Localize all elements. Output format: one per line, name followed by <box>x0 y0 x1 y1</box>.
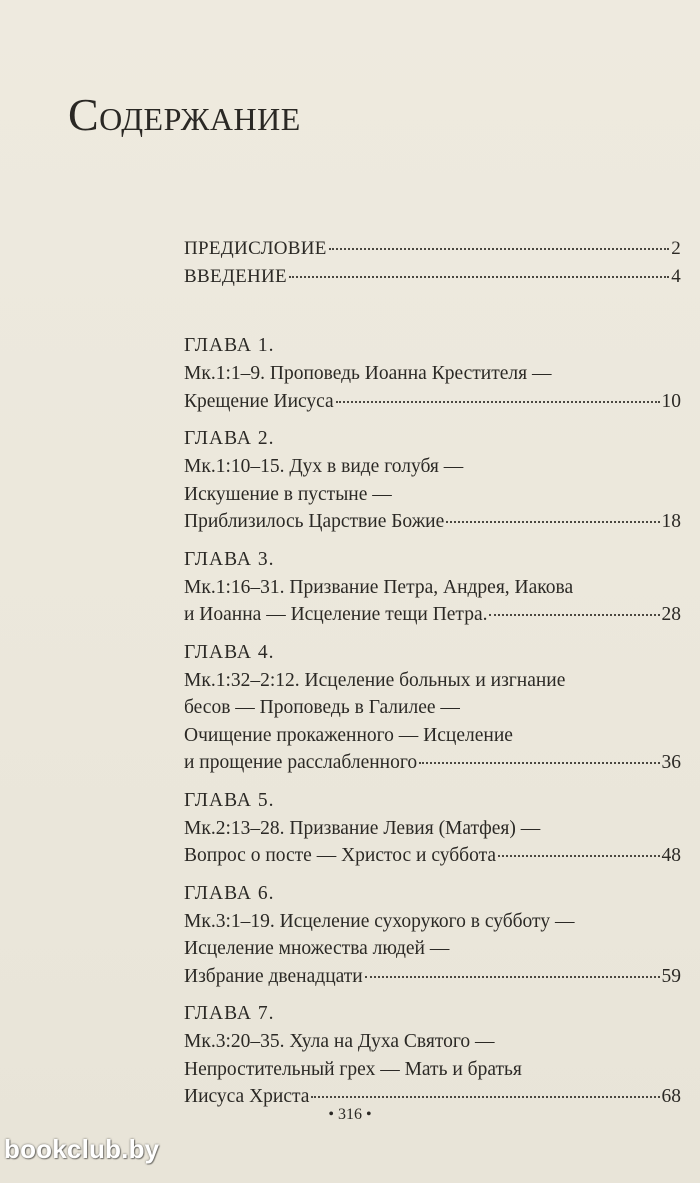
chapter-last-line <box>184 601 681 629</box>
dot-leader <box>498 855 660 857</box>
chapter-page: 36 <box>661 752 681 773</box>
chapter-line <box>184 908 681 936</box>
chapter-line <box>184 815 681 843</box>
chapter-line-text: Мк.1:1–9. Проповедь Иоанна Крестителя — <box>184 363 552 384</box>
chapter-label: ГЛАВА 1. <box>184 335 275 356</box>
chapter-6 <box>184 880 681 991</box>
dot-leader <box>336 401 660 403</box>
chapter-line <box>184 722 681 750</box>
chapter-4 <box>184 639 681 777</box>
dot-leader <box>289 276 669 278</box>
toc-entry-title: ВВЕДЕНИЕ <box>184 265 287 287</box>
chapter-line-text: и прощение расслабленного <box>184 752 418 773</box>
chapter-line <box>184 1028 681 1056</box>
chapter-label: ГЛАВА 3. <box>184 548 275 570</box>
chapter-page: 10 <box>661 390 681 412</box>
dot-leader <box>365 976 660 978</box>
chapter-line <box>184 667 681 695</box>
chapter-line <box>184 360 681 388</box>
chapter-page: 18 <box>661 511 681 532</box>
chapter-line <box>184 1056 681 1084</box>
page-number: • 316 • <box>328 1106 372 1123</box>
chapter-label: ГЛАВА 2. <box>184 428 275 449</box>
chapter-last-line <box>184 963 681 991</box>
toc-entry-title: ПРЕДИСЛОВИЕ <box>184 238 327 259</box>
chapter-line-text: Мк.3:20–35. Хула на Духа Святого — <box>184 1031 495 1052</box>
dot-leader <box>419 762 659 764</box>
chapter-line-text: Иисуса Христа <box>184 1086 310 1107</box>
chapter-label: ГЛАВА 6. <box>184 882 275 904</box>
chapter-page: 48 <box>661 845 681 866</box>
chapter-line-text: Очищение прокаженного — Исцеление <box>184 724 513 746</box>
toc-entry-foreword <box>184 235 681 263</box>
toc-entry-introduction <box>184 263 681 291</box>
chapter-line-text: и Иоанна — Исцеление тещи Петра. <box>184 604 488 625</box>
chapter-line-text: бесов — Проповедь в Галилее — <box>184 697 460 718</box>
chapter-line-text: Мк.2:13–28. Призвание Левия (Матфея) — <box>184 817 541 839</box>
chapter-5 <box>184 787 681 870</box>
chapter-line-text: Мк.1:10–15. Дух в виде голубя — <box>184 456 464 477</box>
chapter-line <box>184 453 681 481</box>
page-title: Содержание <box>68 89 301 140</box>
chapter-line-text: Мк.1:16–31. Призвание Петра, Андрея, Иакова <box>184 576 574 598</box>
chapter-last-line <box>184 842 681 870</box>
chapter-label: ГЛАВА 7. <box>184 1003 275 1024</box>
chapter-3 <box>184 546 681 629</box>
chapter-line-text: Искушение в пустыне — <box>184 483 392 505</box>
dot-leader <box>446 521 659 523</box>
chapter-line-text: Исцеление множества людей — <box>184 938 450 959</box>
chapter-last-line <box>184 388 681 416</box>
chapter-line <box>184 574 681 602</box>
chapter-line <box>184 481 681 509</box>
dot-leader <box>489 614 659 616</box>
dot-leader <box>311 1096 659 1098</box>
spacer <box>184 290 681 322</box>
chapter-7 <box>184 1000 681 1111</box>
chapter-line-text: Крещение Иисуса <box>184 390 334 412</box>
chapter-line-text: Приблизилось Царствие Божие <box>184 511 445 532</box>
chapter-2 <box>184 425 681 536</box>
site-watermark: bookclub.by <box>4 1134 160 1164</box>
chapter-label: ГЛАВА 4. <box>184 641 275 663</box>
dot-leader <box>329 248 670 250</box>
chapter-last-line <box>184 749 681 777</box>
chapter-line-text: Избрание двенадцати <box>184 965 363 987</box>
chapter-line-text: Вопрос о посте — Христос и суббота <box>184 845 496 866</box>
chapter-last-line <box>184 508 681 536</box>
chapter-label: ГЛАВА 5. <box>184 789 275 811</box>
chapter-line <box>184 935 681 963</box>
table-of-contents <box>184 235 681 1111</box>
chapter-line-text: Непростительный грех — Мать и братья <box>184 1058 522 1080</box>
chapter-line-text: Мк.3:1–19. Исцеление сухорукого в субботу — <box>184 910 575 932</box>
chapter-line <box>184 694 681 722</box>
chapter-1 <box>184 332 681 415</box>
chapter-line-text: Мк.1:32–2:12. Исцеление больных и изгнание <box>184 669 566 691</box>
chapter-page: 68 <box>661 1086 681 1107</box>
toc-entry-page: 2 <box>671 238 681 259</box>
chapter-page: 28 <box>661 604 681 625</box>
chapter-page: 59 <box>661 965 681 987</box>
toc-entry-page: 4 <box>671 265 681 287</box>
